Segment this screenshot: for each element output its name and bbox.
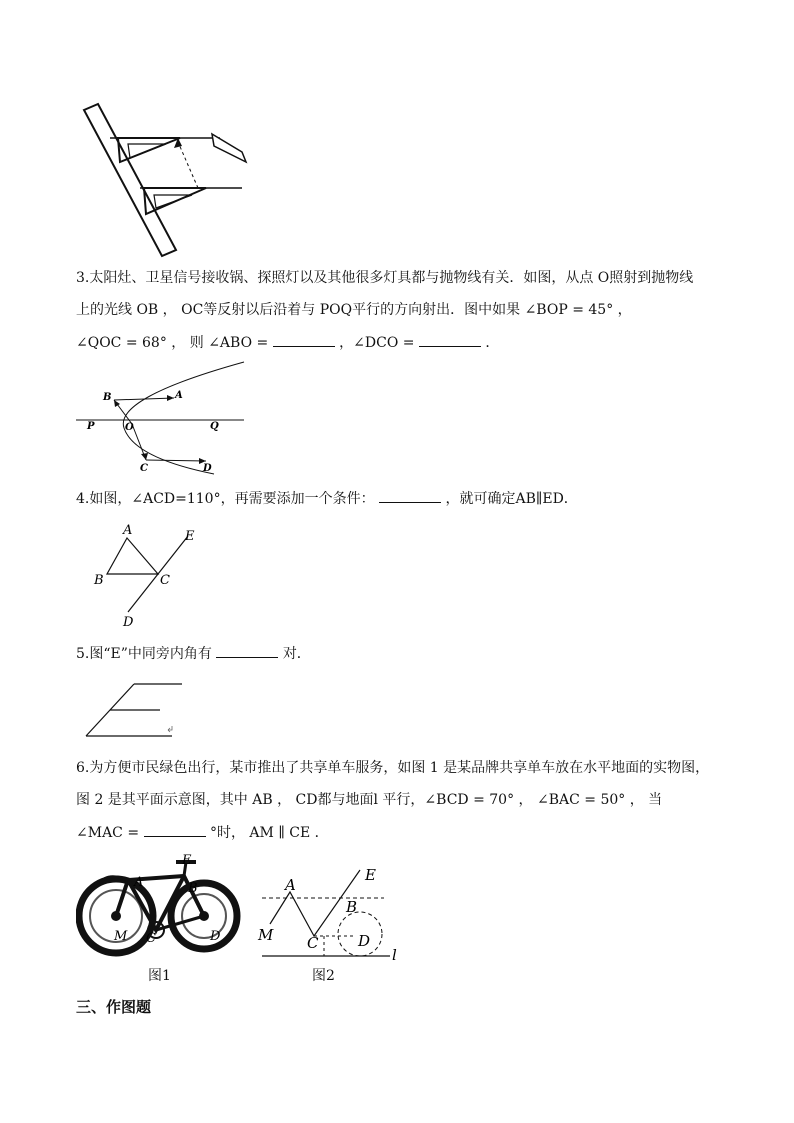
schematic-label-m: M [258, 926, 274, 944]
bike-label-b: B [188, 881, 198, 896]
bike-label-a: A [134, 875, 144, 890]
q6-line1: 6.为方便市民绿色出行，某市推出了共享单车服务，如图 1 是某品牌共享单车放在水平地面的实物图， [76, 760, 710, 776]
triangle-ed-figure [92, 520, 212, 630]
q5-text-a: 5.图“E”中同旁内角有 [76, 646, 212, 662]
triangle-label-d: D [123, 615, 134, 630]
parabola-label-c: C [140, 463, 148, 474]
q4-answer-blank[interactable] [379, 488, 441, 503]
q4-text-a: 4.如图，∠ACD=110°，再需要添加一个条件： [76, 491, 375, 507]
schematic-label-l: l [392, 946, 397, 964]
q5-text-b: 对． [282, 646, 311, 662]
bike-label-d: D [210, 929, 221, 944]
triangle-label-a: A [123, 523, 133, 538]
parabola-label-p: P [87, 421, 95, 432]
parallel-ruler-figure [80, 100, 260, 260]
q3-line1: 3.太阳灶、卫星信号接收锅、探照灯以及其他很多灯具都与抛物线有关．如图，从点 O照射到抛物线 [76, 270, 694, 286]
parabola-label-a: A [175, 390, 183, 401]
q6-text-b: °时， AM ∥ CE ． [209, 825, 329, 841]
q4-text-b: ，就可确定AB∥ED． [445, 491, 578, 507]
parabola-label-o: O [125, 422, 134, 433]
bicycle-schematic-figure [256, 860, 404, 966]
q3-line2: 上的光线 OB ， OC等反射以后沿着与 POQ平行的方向射出．图中如果 ∠BOP = 45° ， [76, 302, 632, 318]
triangle-label-b: B [94, 573, 104, 588]
triangle-label-c: C [160, 573, 170, 588]
section-heading: 三、作图题 [76, 998, 152, 1016]
schematic-label-b: B [346, 898, 358, 916]
bike-label-e: E [182, 853, 192, 868]
q6-line3 [76, 822, 329, 843]
parabola-label-q: Q [210, 421, 219, 432]
q3-answer-blank-2[interactable] [419, 332, 481, 347]
schematic-label-c: C [307, 934, 319, 952]
schematic-label-e: E [365, 866, 376, 884]
q6-answer-blank[interactable] [144, 822, 206, 837]
figure2-caption: 图2 [312, 968, 335, 984]
bicycle-photo-figure [76, 850, 242, 966]
bike-label-c: C [146, 931, 156, 946]
parabola-reflection-figure [74, 358, 249, 476]
q3-answer-blank-1[interactable] [273, 332, 335, 347]
q5-line [76, 643, 311, 664]
q4-line [76, 488, 578, 509]
q6-line2: 图 2 是其平面示意图，其中 AB ， CD都与地面l 平行，∠BCD = 70° ， ∠BAC = 50° ， 当 [76, 792, 663, 808]
q3-line3-text-b: ，∠DCO = [339, 335, 415, 351]
q6-text-a: ∠MAC = [76, 825, 140, 841]
letter-e-figure [84, 676, 194, 740]
parabola-label-d: D [203, 463, 212, 474]
triangle-label-e: E [185, 529, 195, 544]
schematic-label-d: D [358, 932, 371, 950]
q5-answer-blank[interactable] [216, 643, 278, 658]
q3-line3 [76, 332, 499, 353]
schematic-label-a: A [285, 876, 296, 894]
parabola-label-b: B [103, 392, 112, 403]
bike-label-m: M [114, 929, 128, 944]
q3-line3-text-c: ． [485, 335, 500, 351]
figure1-caption: 图1 [148, 968, 171, 984]
q3-line3-text-a: ∠QOC = 68° ， 则 ∠ABO = [76, 335, 269, 351]
